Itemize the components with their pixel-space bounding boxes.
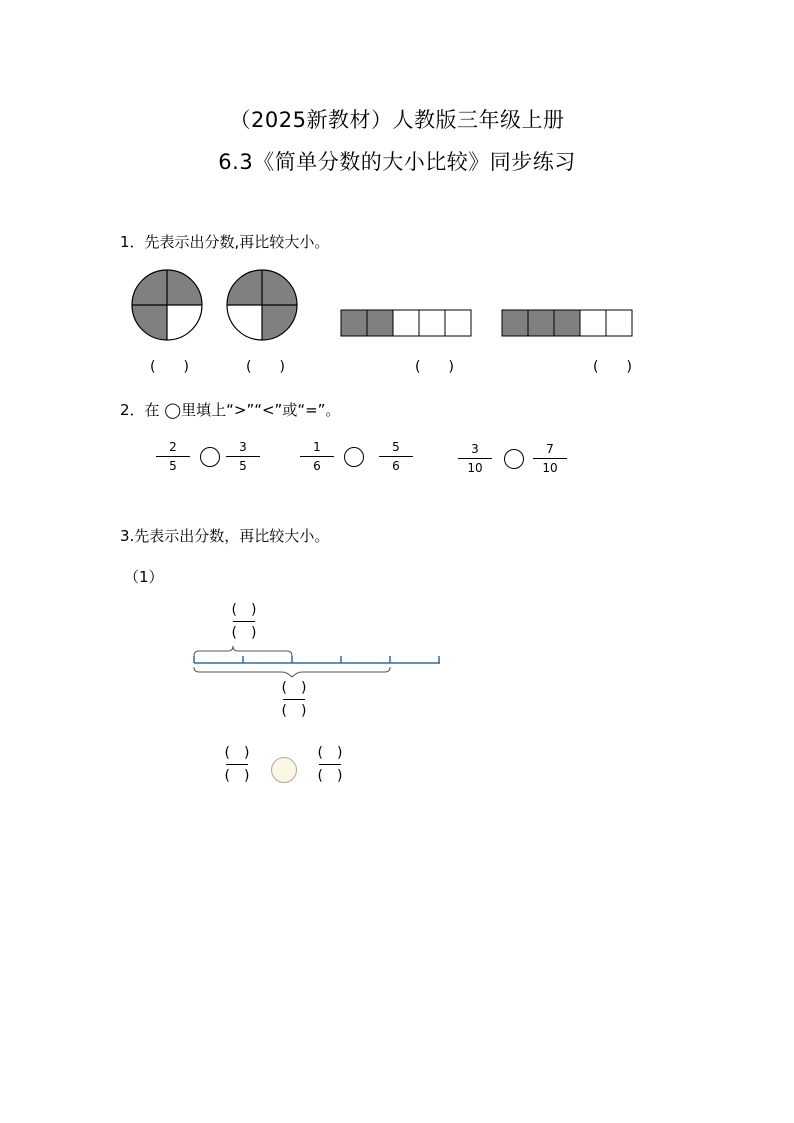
fraction-1-6: 1 6 [300,439,334,474]
fraction-7-10: 7 10 [533,441,567,476]
fraction-5-6: 5 6 [379,439,413,474]
answer-blank-bar-1[interactable]: ( ) [415,359,454,375]
question-1-figures [0,0,794,400]
compare-circle-q3[interactable] [271,757,297,783]
fraction-circle-2 [227,270,297,340]
fraction-3-5: 3 5 [226,439,260,474]
compare-circle-2[interactable] [344,447,364,467]
fraction-circle-1 [132,270,202,340]
title-line-1: （2025新教材）人教版三年级上册 [229,108,565,132]
fraction-3-10: 3 10 [458,441,492,476]
answer-blank-circle-1[interactable]: ( ) [150,359,189,375]
brace-small [194,646,292,656]
fraction-bar-1 [341,310,471,336]
brace-large [194,667,390,677]
blank-fraction-bottom[interactable]: ( ) ( ) [281,680,307,719]
question-3-sub-label: （1） [124,568,164,586]
blank-fraction-top[interactable]: ( ) ( ) [231,602,257,641]
number-line [180,640,460,680]
answer-blank-bar-2[interactable]: ( ) [593,359,632,375]
blank-fraction-compare-right[interactable]: ( ) ( ) [317,745,343,784]
answer-blank-circle-2[interactable]: ( ) [246,359,285,375]
title-line-2: 6.3《简单分数的大小比较》同步练习 [218,150,576,174]
compare-circle-1[interactable] [200,447,220,467]
fraction-2-5: 2 5 [156,439,190,474]
blank-fraction-compare-left[interactable]: ( ) ( ) [224,745,250,784]
fraction-bar-2 [502,310,632,336]
question-1-text: 1．先表示出分数,再比较大小。 [120,233,330,251]
question-3-text: 3.先表示出分数，再比较大小。 [120,527,330,545]
question-2-text: 2．在 ◯里填上“>”“<”或“=”。 [120,401,341,419]
compare-circle-3[interactable] [504,449,524,469]
